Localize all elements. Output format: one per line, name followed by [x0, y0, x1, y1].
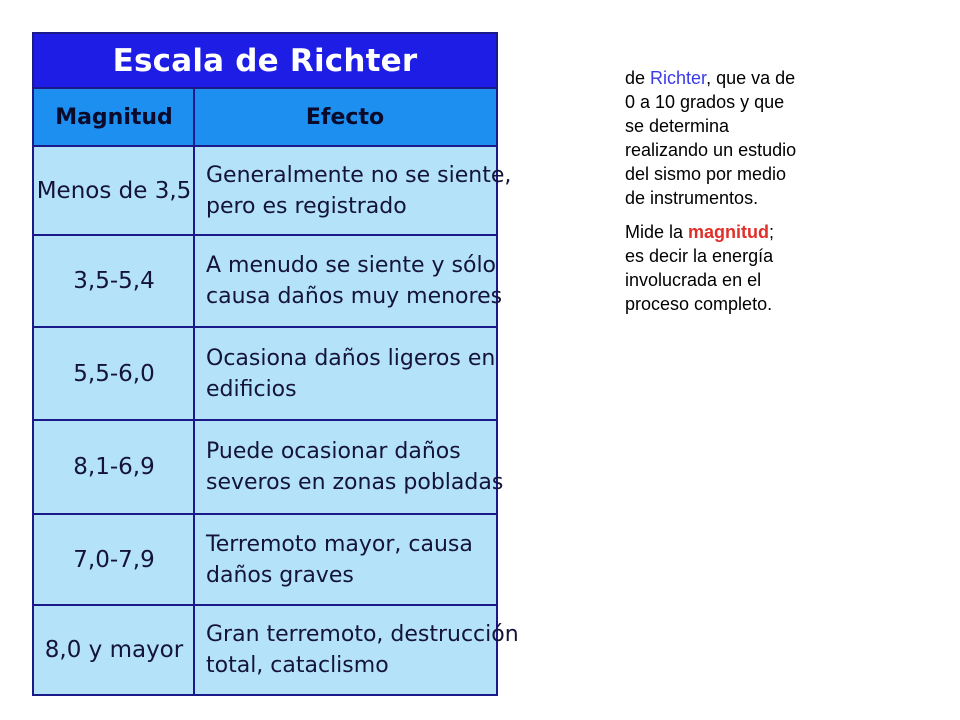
effect-line: daños graves — [206, 562, 354, 588]
magnitude-cell: 8,0 y mayor — [44, 637, 184, 663]
effect-cell — [206, 236, 503, 326]
text-line: de instrumentos. — [625, 188, 759, 208]
text-line: es decir la energía — [625, 246, 774, 266]
effect-line: Terremoto mayor, causa — [206, 531, 473, 557]
table-row — [34, 515, 496, 606]
effect-cell — [206, 328, 496, 419]
table-title: Escala de Richter — [34, 34, 496, 89]
text-line: realizando un estudio — [625, 140, 797, 160]
header-effect: Efecto — [305, 104, 385, 130]
text-line: 0 a 10 grados y que — [625, 92, 785, 112]
magnitude-cell: 8,1-6,9 — [73, 454, 155, 480]
highlight-richter: Richter — [650, 68, 707, 88]
richter-scale-table — [32, 32, 519, 696]
effect-cell — [206, 147, 512, 234]
effect-line: total, cataclismo — [206, 653, 389, 678]
table-row — [34, 606, 519, 694]
text-fragment: ; — [769, 222, 775, 242]
effect-line: Ocasiona daños ligeros en — [206, 345, 496, 371]
effect-line: Generalmente no se siente, — [206, 162, 512, 188]
magnitude-cell: 7,0-7,9 — [73, 546, 155, 573]
text-fragment: , que va de — [706, 68, 796, 88]
effect-line: causa daños muy menores — [206, 284, 503, 309]
effect-line: edificios — [206, 376, 297, 402]
magnitude-cell: 3,5-5,4 — [73, 268, 155, 294]
effect-line: severos en zonas pobladas — [206, 470, 504, 495]
side-text — [625, 66, 875, 316]
table-row — [34, 421, 504, 515]
effect-cell — [206, 515, 496, 604]
text-line: proceso completo. — [625, 294, 773, 314]
highlight-magnitude: magnitud — [688, 222, 770, 242]
magnitude-cell: Menos de 3,5 — [36, 177, 192, 204]
effect-line: A menudo se siente y sólo — [206, 253, 497, 278]
table-row — [34, 236, 503, 328]
effect-cell — [206, 421, 504, 513]
text-line: involucrada en el — [625, 270, 762, 290]
text-fragment: de — [625, 68, 651, 88]
text-line: se determina — [625, 116, 730, 136]
table-row — [34, 147, 512, 236]
effect-line: Puede ocasionar daños — [206, 439, 461, 464]
header-magnitude: Magnitud — [55, 104, 173, 130]
side-paragraph-richter — [625, 66, 875, 210]
effect-cell — [206, 606, 519, 694]
text-line: del sismo por medio — [625, 164, 787, 184]
table-header-row — [34, 89, 496, 147]
effect-line: pero es registrado — [206, 193, 407, 219]
effect-line: Gran terremoto, destrucción — [206, 622, 519, 647]
table-row — [34, 328, 496, 421]
text-fragment: Mide la — [625, 222, 689, 242]
magnitude-cell: 5,5-6,0 — [73, 360, 155, 387]
side-paragraph-magnitude — [625, 220, 875, 316]
